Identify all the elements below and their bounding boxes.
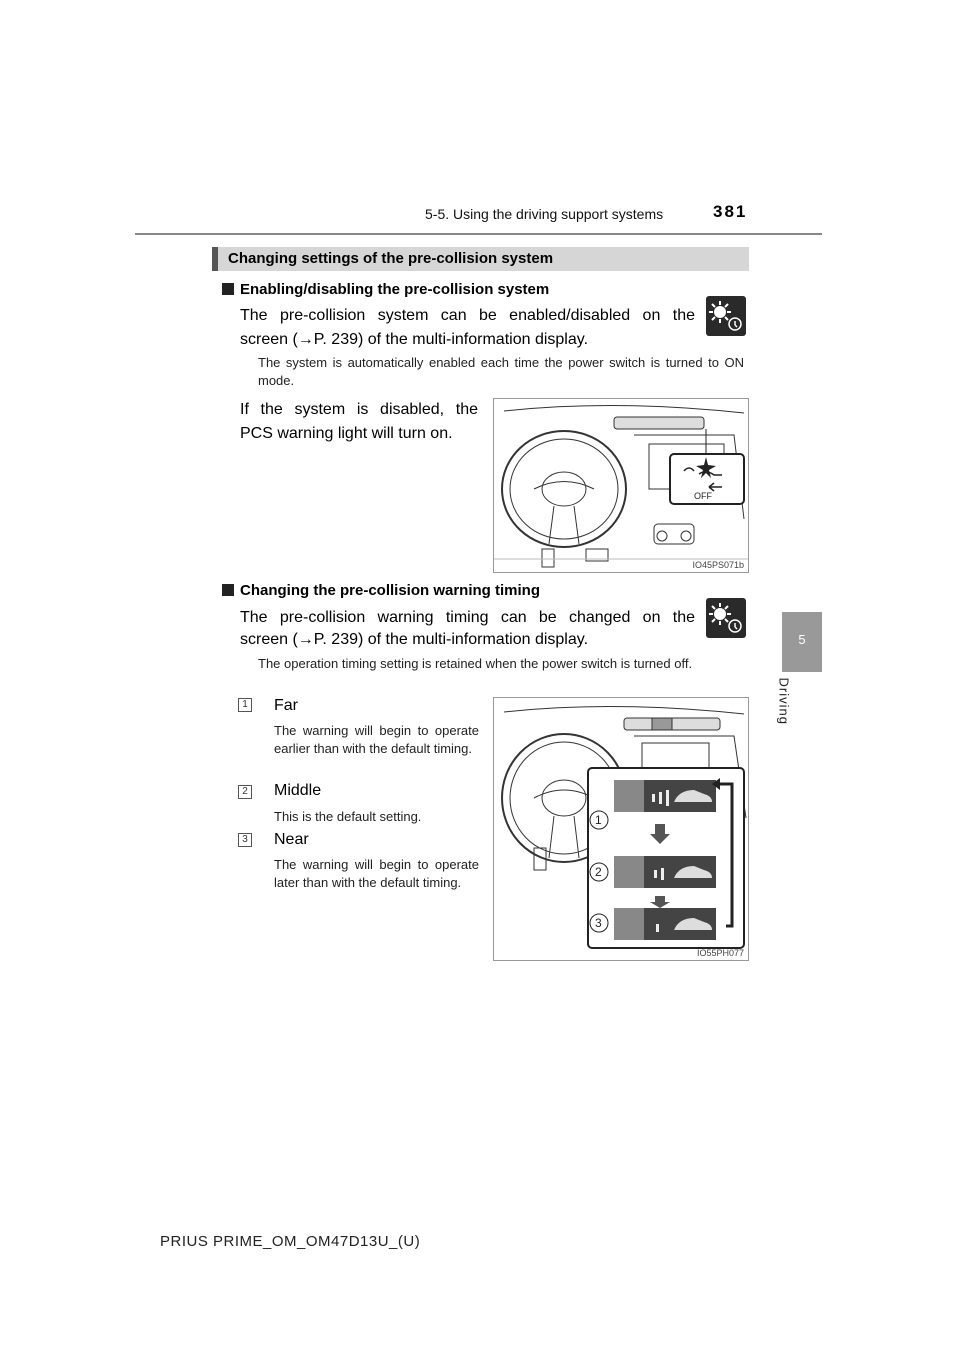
option-label-near: Near	[274, 831, 309, 848]
option-number-2: 2	[238, 785, 252, 799]
timing-body-line2: screen (→P. 239) of the multi-information display.	[240, 631, 589, 648]
settings-icon	[706, 598, 746, 638]
square-bullet-icon	[222, 283, 234, 295]
option-label-middle: Middle	[274, 782, 322, 799]
option-desc-middle: This is the default setting.	[274, 809, 422, 824]
settings-icon	[706, 296, 746, 336]
timing-heading	[222, 582, 540, 599]
chapter-label-text: Driving	[776, 677, 792, 725]
stage-label-1: 1	[595, 813, 602, 827]
figure-code-2: IO55PH077	[696, 948, 744, 958]
option-label-far: Far	[274, 697, 298, 714]
chapter-tab: 5	[782, 612, 822, 672]
timing-note: The operation timing setting is retained when the power switch is turned off.	[258, 656, 693, 671]
option-number-3: 3	[238, 833, 252, 847]
option-desc-near: The warning will begin to operate later than with the default timing.	[274, 857, 479, 890]
enable-body-line1: The pre-collision system can be enabled/disabled on the	[240, 307, 695, 324]
document-footer: PRIUS PRIME_OM_OM47D13U_(U)	[160, 1233, 421, 1250]
square-bullet-icon	[222, 584, 234, 596]
figure-code-1: IO45PS071b	[692, 560, 744, 570]
disabled-text: If the system is disabled, the PCS warning light will turn on.	[240, 401, 478, 442]
page-number: 381	[713, 202, 748, 221]
section-title-box	[212, 247, 749, 271]
section-title: Changing settings of the pre-collision system	[228, 250, 554, 267]
chapter-label	[772, 677, 792, 740]
dashboard-illustration	[494, 399, 749, 573]
timing-illustration	[494, 698, 749, 961]
enable-note: The system is automatically enabled each time the power switch is turned to ON mode.	[258, 355, 744, 388]
timing-heading-text: Changing the pre-collision warning timing	[240, 582, 540, 599]
running-header: 5-5. Using the driving support systems	[425, 206, 664, 222]
header-rule	[135, 233, 822, 235]
option-desc-far: The warning will begin to operate earlier than with the default timing.	[274, 723, 479, 756]
enable-heading-text: Enabling/disabling the pre-collision system	[240, 281, 550, 298]
pcs-off-indicator: OFF	[694, 491, 712, 501]
warning-timing-figure	[493, 697, 749, 961]
option-number-1: 1	[238, 698, 252, 712]
timing-body-line1: The pre-collision warning timing can be changed on the	[240, 609, 695, 626]
enable-heading	[222, 281, 549, 298]
stage-label-2: 2	[595, 865, 602, 879]
stage-label-3: 3	[595, 916, 602, 930]
enable-body-line2: screen (→P. 239) of the multi-information display.	[240, 331, 589, 348]
pcs-dashboard-figure	[493, 398, 749, 573]
